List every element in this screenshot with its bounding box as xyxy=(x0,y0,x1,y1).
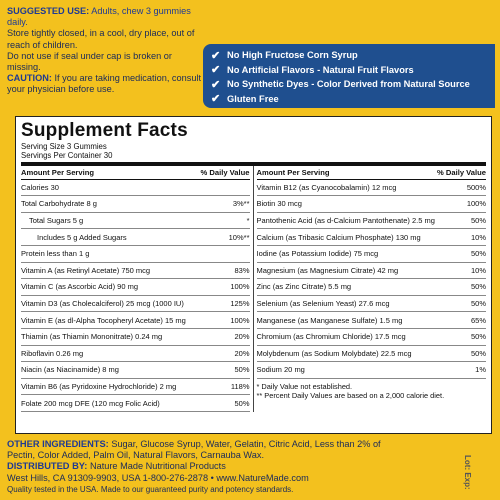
nutrient-dv: 50% xyxy=(470,348,486,358)
nutrient-row xyxy=(21,180,250,197)
nutrient-dv: 10% xyxy=(470,265,486,275)
nutrient-name: Vitamin E (as dl-Alpha Tocopheryl Acetate) 15 mg xyxy=(21,315,186,325)
claim-item xyxy=(211,63,495,78)
distributed-text: Nature Made Nutritional Products xyxy=(87,461,226,472)
nutrient-name: Vitamin A (as Retinyl Acetate) 750 mcg xyxy=(21,265,151,275)
nutrient-dv: 3%** xyxy=(232,199,250,209)
nutrient-name: Protein less than 1 g xyxy=(21,249,90,259)
claim-label: No Synthetic Dyes - Color Derived from Natural Source xyxy=(227,79,470,90)
distributed-by xyxy=(7,461,397,472)
nutrient-dv: 100% xyxy=(230,315,250,325)
nutrient-name: Vitamin C (as Ascorbic Acid) 90 mg xyxy=(21,282,138,292)
nutrient-row xyxy=(257,180,487,197)
nutrient-name: Vitamin B6 (as Pyridoxine Hydrochloride) 2 mg xyxy=(21,382,177,392)
nutrient-row xyxy=(257,229,487,246)
column-header xyxy=(257,166,487,180)
nutrient-name: Calcium (as Tribasic Calcium Phosphate) 130 mg xyxy=(256,232,421,242)
nutrient-dv: 50% xyxy=(470,216,486,226)
nutrient-dv: 20% xyxy=(234,348,250,358)
amount-header: Amount Per Serving xyxy=(256,167,330,177)
nutrient-name: Manganese (as Manganese Sulfate) 1.5 mg xyxy=(256,315,403,325)
caution-text: If you are taking medication, consult your physician before use. xyxy=(7,73,202,95)
nutrient-name: Selenium (as Selenium Yeast) 27.6 mcg xyxy=(256,299,390,309)
nutrient-name: Includes 5 g Added Sugars xyxy=(37,232,127,242)
dv-header: % Daily Value xyxy=(437,167,486,177)
suggested-use xyxy=(7,6,207,28)
nutrient-row xyxy=(21,346,250,363)
nutrient-name: Niacin (as Niacinamide) 8 mg xyxy=(21,365,119,375)
suggested-use-text: Adults, chew 3 gummies daily. xyxy=(7,6,191,28)
nutrient-name: Biotin 30 mcg xyxy=(256,199,302,209)
check-icon: ✔ xyxy=(211,49,221,62)
nutrient-name: Total Sugars 5 g xyxy=(29,216,84,226)
ingredients-label: OTHER INGREDIENTS: xyxy=(7,439,109,449)
claims-panel xyxy=(203,44,495,108)
nutrient-row xyxy=(21,196,250,213)
nutrient-dv: 125% xyxy=(230,299,250,309)
supplement-facts-panel xyxy=(15,116,492,434)
check-icon: ✔ xyxy=(211,93,221,106)
distributed-label: DISTRIBUTED BY: xyxy=(7,461,88,472)
servings-per-container: Servings Per Container 30 xyxy=(21,151,113,161)
nutrient-name: Vitamin D3 (as Cholecalciferol) 25 mcg (1000 IU) xyxy=(21,299,184,309)
nutrient-name: Sodium 20 mg xyxy=(256,365,305,375)
nutrient-name: Magnesium (as Magnesium Citrate) 42 mg xyxy=(256,265,399,275)
seal-warning: Do not use if seal under cap is broken or missing. xyxy=(7,50,172,73)
footnotes xyxy=(257,379,487,401)
nutrient-row xyxy=(257,279,487,296)
left-column xyxy=(21,166,254,412)
bottom-section xyxy=(7,439,397,495)
nutrient-name: Riboflavin 0.26 mg xyxy=(21,348,84,358)
column-header xyxy=(21,166,250,180)
lot-exp: Lot: Exp: xyxy=(463,455,472,490)
nutrient-dv: 83% xyxy=(234,265,250,275)
nutrient-dv: 50% xyxy=(470,282,486,292)
nutrient-row xyxy=(21,362,250,379)
nutrient-row xyxy=(21,263,250,280)
check-icon: ✔ xyxy=(211,78,221,91)
quality-statement: Quality tested in the USA. Made to our guaranteed purity and potency standards. xyxy=(7,484,294,494)
nutrient-row xyxy=(257,246,487,263)
nutrient-dv: 65% xyxy=(470,315,486,325)
nutrient-row xyxy=(257,213,487,230)
nutrient-name: Chromium (as Chromium Chloride) 17.5 mcg xyxy=(256,332,406,342)
check-icon: ✔ xyxy=(211,64,221,77)
serving-size: Serving Size 3 Gummies xyxy=(21,142,107,151)
suggested-use-label: SUGGESTED USE: xyxy=(7,6,90,16)
nutrient-name: Zinc (as Zinc Citrate) 5.5 mg xyxy=(256,282,352,292)
caution xyxy=(7,73,207,95)
other-ingredients xyxy=(7,439,397,461)
claim-item xyxy=(211,92,495,107)
nutrient-dv: 100% xyxy=(466,199,486,209)
nutrient-name: Thiamin (as Thiamin Mononitrate) 0.24 mg xyxy=(21,332,163,342)
nutrient-dv: * xyxy=(246,216,250,226)
footnote: * Daily Value not established. xyxy=(256,381,353,391)
claim-item xyxy=(211,48,495,63)
footnote: ** Percent Daily Values are based on a 2,000 calorie diet. xyxy=(256,391,445,401)
claim-label: No Artificial Flavors - Natural Fruit Flavors xyxy=(227,64,414,75)
nutrient-row xyxy=(257,346,487,363)
nutrient-row xyxy=(21,213,250,230)
nutrient-row xyxy=(257,362,487,379)
ingredients-text: Sugar, Glucose Syrup, Water, Gelatin, Citric Acid, Less than 2% of Pectin, Color Added, Palm Oil, Natural Flavors, Carnauba Wax. xyxy=(7,439,381,461)
nutrient-dv: 50% xyxy=(234,365,250,375)
nutrient-row xyxy=(257,196,487,213)
nutrient-row xyxy=(257,312,487,329)
claim-item xyxy=(211,77,495,92)
storage-text: Store tightly closed, in a cool, dry place, out of reach of children. xyxy=(7,28,195,50)
nutrient-row xyxy=(257,263,487,280)
nutrient-row xyxy=(21,379,250,396)
nutrient-dv: 50% xyxy=(470,299,486,309)
nutrient-row xyxy=(21,395,250,412)
nutrient-row xyxy=(21,229,250,246)
nutrient-row xyxy=(257,296,487,313)
nutrient-dv: 118% xyxy=(230,382,250,392)
nutrient-dv: 50% xyxy=(470,249,486,259)
claim-label: No High Fructose Corn Syrup xyxy=(227,50,358,61)
nutrient-dv: 10% xyxy=(470,232,486,242)
nutrient-name: Pantothenic Acid (as d-Calcium Pantothenate) 2.5 mg xyxy=(256,216,435,226)
nutrient-dv: 50% xyxy=(470,332,486,342)
nutrient-name: Molybdenum (as Sodium Molybdate) 22.5 mcg xyxy=(256,348,412,358)
amount-header: Amount Per Serving xyxy=(21,167,94,177)
caution-label: CAUTION: xyxy=(7,73,52,84)
nutrient-row xyxy=(21,296,250,313)
nutrient-dv: 500% xyxy=(466,182,486,192)
nutrient-name: Vitamin B12 (as Cyanocobalamin) 12 mcg xyxy=(256,182,397,192)
facts-title: Supplement Facts xyxy=(21,120,188,141)
nutrient-name: Calories 30 xyxy=(21,182,59,192)
nutrient-name: Total Carbohydrate 8 g xyxy=(21,199,97,209)
claim-label: Gluten Free xyxy=(227,93,279,104)
nutrient-row xyxy=(21,246,250,263)
nutrient-row xyxy=(21,312,250,329)
nutrient-dv: 20% xyxy=(234,332,250,342)
address: West Hills, CA 91309-9903, USA 1-800-276-2878 • www.NatureMade.com xyxy=(7,472,309,483)
nutrient-row xyxy=(257,329,487,346)
nutrient-name: Iodine (as Potassium Iodide) 75 mcg xyxy=(256,249,379,259)
nutrient-row xyxy=(21,279,250,296)
nutrient-dv: 1% xyxy=(475,365,486,375)
nutrient-row xyxy=(21,329,250,346)
dv-header: % Daily Value xyxy=(200,167,250,177)
right-column xyxy=(254,166,487,412)
nutrient-name: Folate 200 mcg DFE (120 mcg Folic Acid) xyxy=(21,398,160,408)
nutrient-dv: 10%** xyxy=(228,232,250,242)
usage-section xyxy=(7,6,207,96)
nutrient-dv: 50% xyxy=(234,398,250,408)
nutrient-dv: 100% xyxy=(230,282,250,292)
